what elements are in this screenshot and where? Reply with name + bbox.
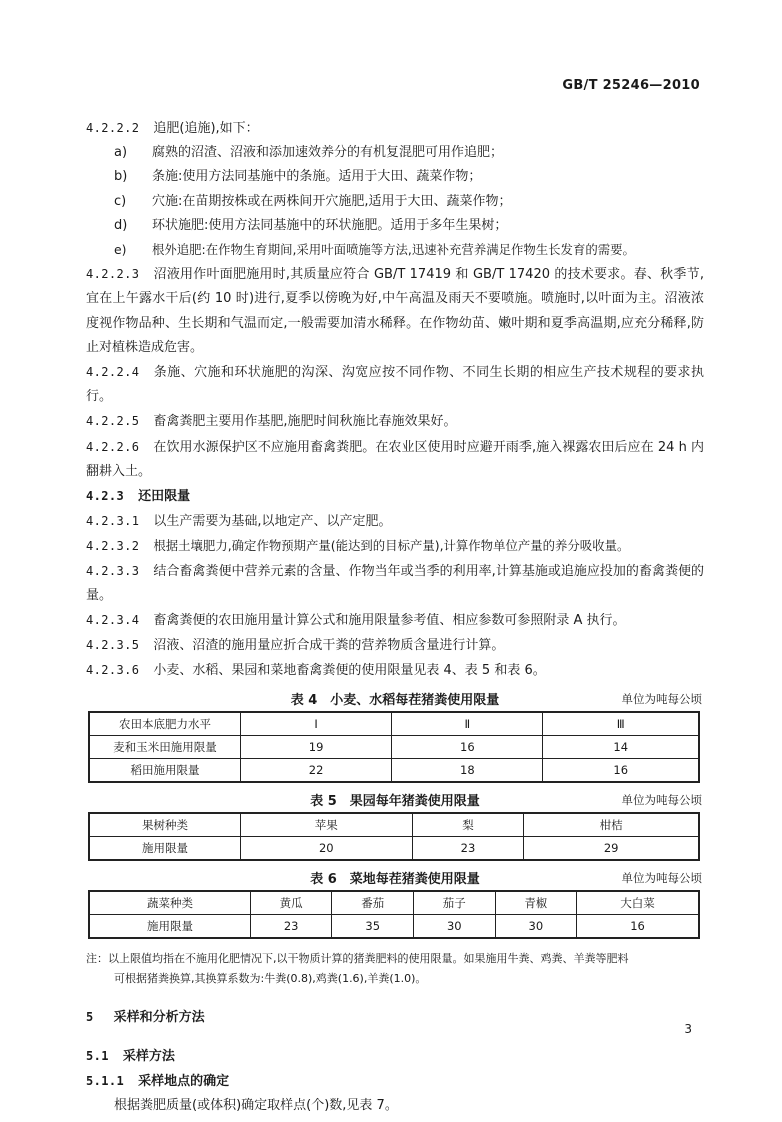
list-item: c) 穴施:在苗期按株或在两株间开穴施肥,适用于大田、蔬菜作物； xyxy=(114,193,512,209)
table-6-unit: 单位为吨每公顷 xyxy=(621,870,702,885)
table-4-caption: 表 4 小麦、水稻每茬猪粪使用限量 xyxy=(290,692,500,708)
clause-4-2-3-2: 4.2.3.2 根据土壤肥力,确定作物预期产量(能达到的目标产量),计算作物单位产量的养分吸收量。 xyxy=(86,538,630,554)
main-content xyxy=(86,116,704,1118)
clause-4-2-2-4: 4.2.2.4 条施、穴施和环状施肥的沟深、沟宽应按不同作物、不同生长期的相应生产技术规程的要求执行。 xyxy=(86,365,704,405)
table-5-unit: 单位为吨每公顷 xyxy=(621,792,702,807)
table-row: 稻田施用限量 22 18 16 xyxy=(89,758,699,782)
clause-4-2-2-6: 4.2.2.6 在饮用水源保护区不应施用畜禽粪肥。在农业区使用时应避开雨季,施入裸露农田后应在 24 h 内翻耕入土。 xyxy=(86,439,704,479)
section-5-1-heading: 5.1 采样方法 xyxy=(86,1048,175,1064)
clause-4-2-3-heading: 4.2.3 还田限量 xyxy=(86,489,191,505)
list-item: d) 环状施肥:使用方法同基施中的环状施肥。适用于多年生果树； xyxy=(114,217,508,233)
table-row: 麦和玉米田施用限量 19 16 14 xyxy=(89,735,699,758)
table-5 xyxy=(88,812,700,861)
table-4 xyxy=(88,711,700,783)
clause-4-2-2-3: 4.2.2.3 沼液用作叶面肥施用时,其质量应符合 GB/T 17419 和 GB/T 17420 的技术要求。春、秋季节,宜在上午露水干后(约 10 时)进行,夏季以傍晚为好,中午高温及雨天不要喷施。喷施时,以叶面为主。沼液浓度视作物品种、生长期和气温而定,一般需要加清水稀释。在作物幼苗、嫩叶期和夏季高温期,应充分稀释,防止对植株造成危害。 xyxy=(86,267,704,355)
clause-4-2-3-4: 4.2.3.4 畜禽粪便的农田施用量计算公式和施用限量参考值、相应参数可参照附录 A 执行。 xyxy=(86,613,626,629)
table-row: 施用限量 23 35 30 30 16 xyxy=(89,914,699,938)
section-5-1-1-text: 根据粪肥质量(或体积)确定取样点(个)数,见表 7。 xyxy=(114,1098,398,1114)
table-4-caption-row xyxy=(86,686,704,711)
note-line: 注：以上限值均指在不施用化肥情况下,以干物质计算的猪粪肥料的使用限量。如果施用牛粪、鸡粪、羊粪等肥料 xyxy=(86,951,629,965)
clause-4-2-3-6: 4.2.3.6 小麦、水稻、果园和菜地畜禽粪便的使用限量见表 4、表 5 和表 6。 xyxy=(86,663,546,679)
clause-4-2-3-3: 4.2.3.3 结合畜禽粪便中营养元素的含量、作物当年或当季的利用率,计算基施或追施应投加的畜禽粪便的量。 xyxy=(86,563,704,603)
table-4-unit: 单位为吨每公顷 xyxy=(621,691,702,706)
clause-4-2-2-2: 4.2.2.2 追肥(追施),如下： xyxy=(86,121,259,136)
list-item: b) 条施:使用方法同基施中的条施。适用于大田、蔬菜作物； xyxy=(114,169,482,185)
table-5-caption-row xyxy=(86,787,704,812)
clause-4-2-3-1: 4.2.3.1 以生产需要为基础,以地定产、以产定肥。 xyxy=(86,514,392,530)
table-row: 施用限量 20 23 29 xyxy=(89,836,699,860)
section-5-1-1-heading: 5.1.1 采样地点的确定 xyxy=(86,1074,230,1090)
list-item: e) 根外追肥:在作物生育期间,采用叶面喷施等方法,迅速补充营养满足作物生长发育的需要。 xyxy=(114,242,635,258)
table-5-caption: 表 5 果园每年猪粪使用限量 xyxy=(310,793,480,809)
note-line: 可根据猪粪换算,其换算系数为:牛粪(0.8),鸡粪(1.6),羊粪(1.0)。 xyxy=(114,971,427,985)
clause-4-2-2-5: 4.2.2.5 畜禽粪肥主要用作基肥,施肥时间秋施比春施效果好。 xyxy=(86,414,457,430)
table-6 xyxy=(88,890,700,939)
table-header-row: 蔬菜种类 黄瓜 番茄 茄子 青椒 大白菜 xyxy=(89,891,699,915)
standard-number: GB/T 25246—2010 xyxy=(562,78,700,93)
clause-4-2-3-5: 4.2.3.5 沼液、沼渣的施用量应折合成干粪的营养物质含量进行计算。 xyxy=(86,638,505,654)
list-item: a) 腐熟的沼渣、沼液和添加速效养分的有机复混肥可用作追肥； xyxy=(114,145,504,161)
table-6-caption: 表 6 菜地每茬猪粪使用限量 xyxy=(310,871,480,887)
page-number: 3 xyxy=(684,1022,692,1036)
table-note xyxy=(86,949,704,989)
table-header-row: 农田本底肥力水平 Ⅰ Ⅱ Ⅲ xyxy=(89,712,699,736)
table-header-row: 果树种类 苹果 梨 柑桔 xyxy=(89,813,699,837)
section-5-heading: 5 采样和分析方法 xyxy=(86,1009,205,1025)
table-6-caption-row xyxy=(86,865,704,890)
